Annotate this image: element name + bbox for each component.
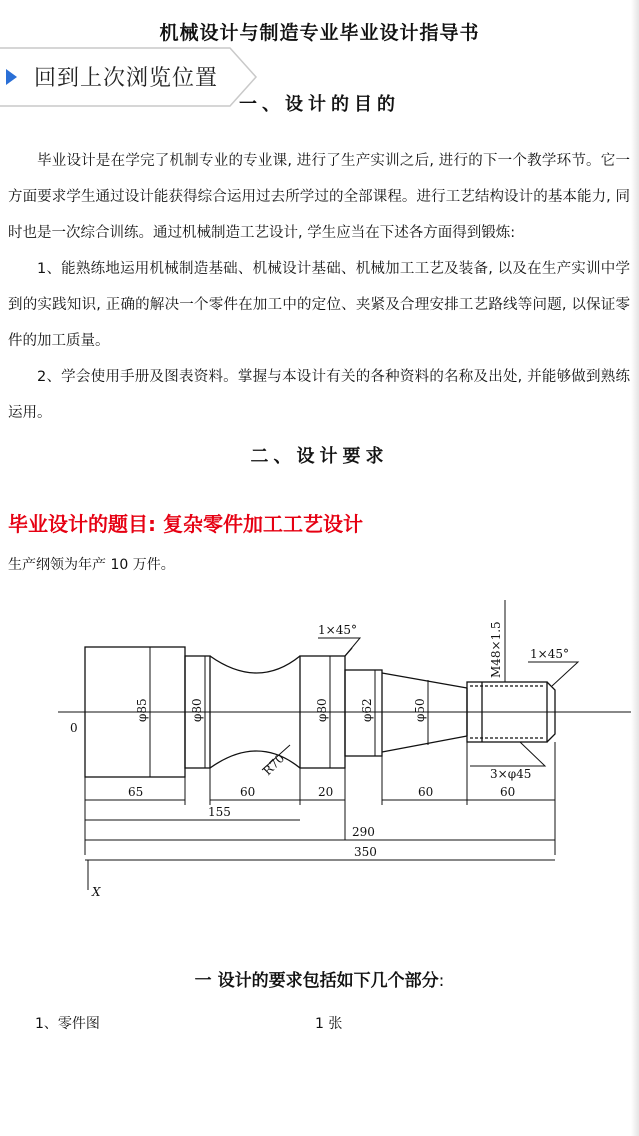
- thread-label: M48×1.5: [489, 621, 503, 678]
- requirement-quantity: 1 张: [315, 1016, 343, 1032]
- requirements-heading: [0, 966, 639, 991]
- chamfer-right-label: 1×45°: [530, 647, 569, 661]
- diameter-label: φ62: [360, 698, 374, 722]
- origin-label: 0: [70, 721, 78, 735]
- shaft-engineering-drawing: [0, 590, 639, 910]
- chamfer-left-label: 1×45°: [318, 623, 357, 637]
- radius-label: R70: [260, 751, 288, 779]
- requirement-item: 1、零件图: [35, 1016, 100, 1032]
- section-heading-purpose: 一、设计的目的: [239, 94, 400, 115]
- length-label: 350: [354, 845, 377, 859]
- arrow-right-icon: [6, 69, 17, 85]
- paragraph: 2、学会使用手册及图表资料。掌握与本设计有关的各种资料的名称及出处, 并能够做到熟练运用。: [8, 369, 630, 421]
- requirements-heading-text: 一 设计的要求包括如下几个部分: [194, 971, 439, 991]
- length-label: 60: [418, 785, 434, 799]
- length-label: 155: [208, 805, 231, 819]
- diameter-label: φ80: [315, 698, 329, 722]
- length-label: 60: [240, 785, 256, 799]
- paragraph: 1、能熟练地运用机械制造基础、机械设计基础、机械加工工艺及装备, 以及在生产实训中学到的实践知识, 正确的解决一个零件在加工中的定位、夹紧及合理安排工艺路线等问题, 以保证零件的加工质量。: [8, 261, 630, 349]
- length-label: 60: [500, 785, 516, 799]
- diameter-label: φ85: [135, 698, 149, 722]
- page-edge-shadow: [631, 0, 639, 1136]
- production-text: 生产纲领为年产 10 万件。: [8, 557, 175, 573]
- groove-label: 3×φ45: [490, 767, 532, 781]
- back-to-last-position-button[interactable]: [0, 44, 270, 110]
- section-heading-requirements: 二、设计要求: [250, 446, 389, 467]
- diameter-label: φ80: [190, 698, 204, 722]
- length-label: 290: [352, 825, 375, 839]
- document-title: 机械设计与制造专业毕业设计指导书: [159, 22, 480, 44]
- back-button-label: 回到上次浏览位置: [34, 66, 219, 91]
- topic-title: 毕业设计的题目: 复杂零件加工工艺设计: [8, 512, 363, 536]
- length-label: 65: [128, 785, 144, 799]
- requirements-heading-colon: :: [438, 971, 445, 991]
- axis-x-label: X: [92, 885, 101, 899]
- purpose-text: [8, 143, 630, 431]
- paragraph: 毕业设计是在学完了机制专业的专业课, 进行了生产实训之后, 进行的下一个教学环节。它一方面要求学生通过设计能获得综合运用过去所学过的全部课程。进行工艺结构设计的基本能力, 同时也是一次综合训练。通过机械制造工艺设计, 学生应当在下述各方面得到锻炼:: [8, 153, 630, 241]
- length-label: 20: [318, 785, 334, 799]
- diameter-label: φ50: [413, 698, 427, 722]
